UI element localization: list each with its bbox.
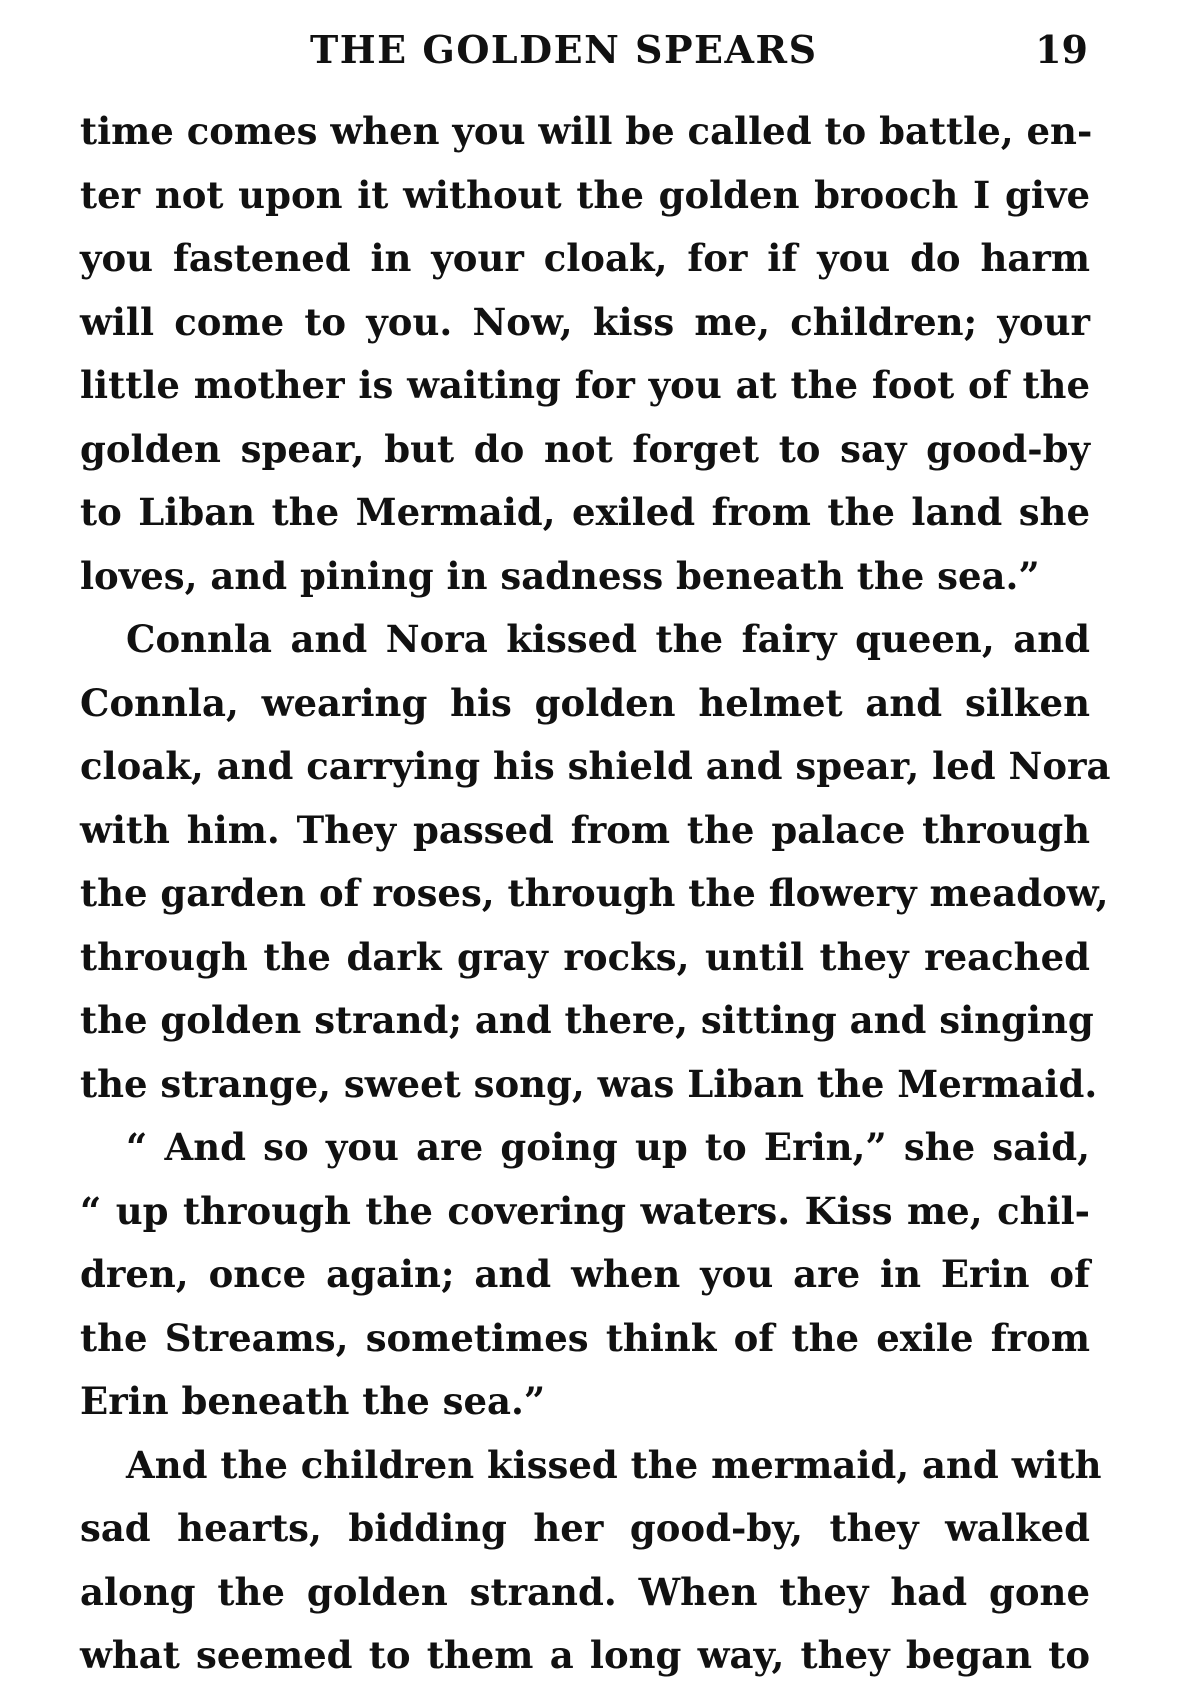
text-line: golden spear, but do not forget to say good-by: [80, 426, 1090, 471]
text-line: Erin beneath the sea.”: [80, 1379, 546, 1423]
text-line: “ up through the covering waters. Kiss me, chil-: [80, 1188, 1090, 1233]
page-number: 19: [1035, 27, 1088, 72]
running-title: THE GOLDEN SPEARS: [310, 27, 818, 72]
running-head: [80, 20, 1090, 80]
text-line: will come to you. Now, kiss me, children; your: [80, 299, 1090, 344]
text-line: you fastened in your cloak, for if you do harm: [80, 236, 1090, 280]
text-line: the Streams, sometimes think of the exile from: [80, 1315, 1090, 1360]
text-line: Connla, wearing his golden helmet and silken: [80, 680, 1090, 725]
text-line: the golden strand; and there, sitting and singing: [80, 998, 1094, 1042]
text-line: dren, once again; and when you are in Erin of: [80, 1252, 1090, 1296]
text-line: “ And so you are going up to Erin,” she said,: [126, 1125, 1090, 1169]
text-line: And the children kissed the mermaid, and with: [126, 1442, 1102, 1487]
text-line: loves, and pining in sadness beneath the sea.”: [80, 553, 1040, 598]
text-line: what seemed to them a long way, they began to: [80, 1633, 1090, 1677]
text-line: cloak, and carrying his shield and spear, led Nora: [80, 744, 1111, 788]
text-line: to Liban the Mermaid, exiled from the land she: [80, 490, 1090, 534]
body-text: [80, 100, 1111, 1688]
text-line: with him. They passed from the palace through: [80, 807, 1090, 852]
text-line: ter not upon it without the golden brooch I give: [80, 172, 1090, 217]
paragraph-4: [80, 1434, 1102, 1688]
text-line: Connla and Nora kissed the fairy queen, and: [126, 617, 1090, 661]
paragraph-2: [80, 608, 1111, 1116]
text-line: through the dark gray rocks, until they reached: [80, 934, 1090, 979]
paragraph-3: [80, 1116, 1090, 1434]
book-page: [80, 0, 1111, 1700]
paragraph-1: [80, 100, 1093, 608]
text-line: little mother is waiting for you at the foot of the: [80, 363, 1090, 407]
text-line: time comes when you will be called to battle, en-: [80, 109, 1093, 153]
text-line: the garden of roses, through the flowery meadow,: [80, 871, 1109, 915]
text-line: sad hearts, bidding her good-by, they walked: [80, 1506, 1090, 1550]
text-line: the strange, sweet song, was Liban the Mermaid.: [80, 1061, 1098, 1106]
text-line: along the golden strand. When they had gone: [80, 1569, 1090, 1614]
